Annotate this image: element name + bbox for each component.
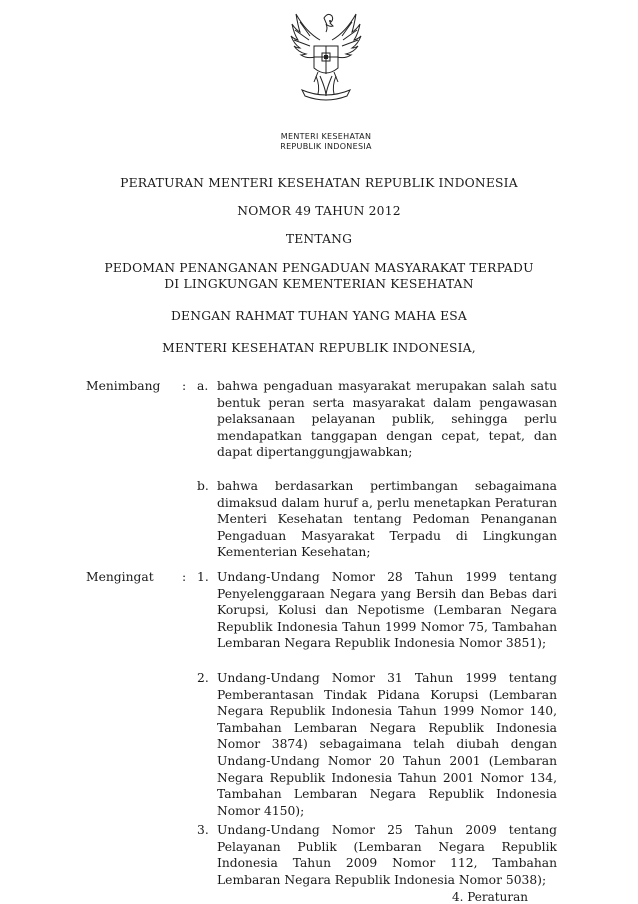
mengingat-item-1-text: Undang-Undang Nomor 28 Tahun 1999 tentang Penyelenggaraan Negara yang Bersih dan Bebas dari Korupsi, Kolusi dan Nepotisme (Lembaran Negara Republik Indonesia Tahun 1999 Nomor 75, Tambahan Lembaran Negara Republik Indonesia Nomor 3851);: [217, 570, 557, 651]
mengingat-item-3-text: Undang-Undang Nomor 25 Tahun 2009 tentang Pelayanan Publik (Lembaran Negara Republik Indonesia Tahun 2009 Nomor 112, Tambahan Lembaran Negara Republik Indonesia Nomor 5038);: [217, 823, 557, 887]
menimbang-item-b-text: bahwa berdasarkan pertimbangan sebagaimana dimaksud dalam huruf a, perlu menetapkan Peraturan Menteri Kesehatan tentang Pedoman Penanganan Pengaduan Masyarakat Terpadu di Lingkungan Kementerian Kesehatan;: [217, 479, 557, 560]
menimbang-item-b-marker: b.: [197, 479, 209, 493]
garuda-emblem-icon: [286, 10, 366, 130]
regulation-number: NOMOR 49 TAHUN 2012: [237, 204, 401, 218]
next-page-marker: 4. Peraturan: [452, 890, 528, 904]
regulation-subject-line-1: PEDOMAN PENANGANAN PENGADUAN MASYARAKAT TERPADU: [104, 261, 534, 275]
mengingat-item-3-marker: 3.: [197, 823, 209, 837]
regulation-title: PERATURAN MENTERI KESEHATAN REPUBLIK INDONESIA: [120, 176, 518, 190]
regulation-about: TENTANG: [285, 232, 353, 246]
mengingat-item-2-text: Undang-Undang Nomor 31 Tahun 1999 tentang Pemberantasan Tindak Pidana Korupsi (Lembaran Negara Republik Indonesia Tahun 1999 Nomor 140, Tambahan Lembaran Negara Republik Indonesia Nomor 3874) sebagaimana telah diubah dengan Undang-Undang Nomor 20 Tahun 2001 (Lembaran Negara Republik Indonesia Tahun 2001 Nomor 134, Tambahan Lembaran Negara Republik Indonesia Nomor 4150);: [217, 671, 557, 818]
menimbang-item-a-marker: a.: [197, 379, 209, 393]
mengingat-colon: :: [182, 570, 187, 584]
authority: MENTERI KESEHATAN REPUBLIK INDONESIA,: [162, 341, 476, 355]
issuer-line-2: REPUBLIK INDONESIA: [280, 142, 372, 151]
issuer-line-1: MENTERI KESEHATAN: [280, 132, 372, 141]
menimbang-colon: :: [182, 379, 187, 393]
regulation-subject-line-2: DI LINGKUNGAN KEMENTERIAN KESEHATAN: [164, 277, 474, 291]
invocation: DENGAN RAHMAT TUHAN YANG MAHA ESA: [171, 309, 467, 323]
mengingat-item-1-marker: 1.: [197, 570, 209, 584]
menimbang-label: Menimbang: [86, 379, 161, 393]
mengingat-item-2-marker: 2.: [197, 671, 209, 685]
menimbang-item-a-text: bahwa pengaduan masyarakat merupakan salah satu bentuk peran serta masyarakat dalam pengawasan pelaksanaan pelayanan publik, sehingga perlu mendapatkan tanggapan dengan cepat, tepat, dan dapat dipertanggungjawabkan;: [217, 379, 557, 460]
mengingat-label: Mengingat: [86, 570, 154, 584]
